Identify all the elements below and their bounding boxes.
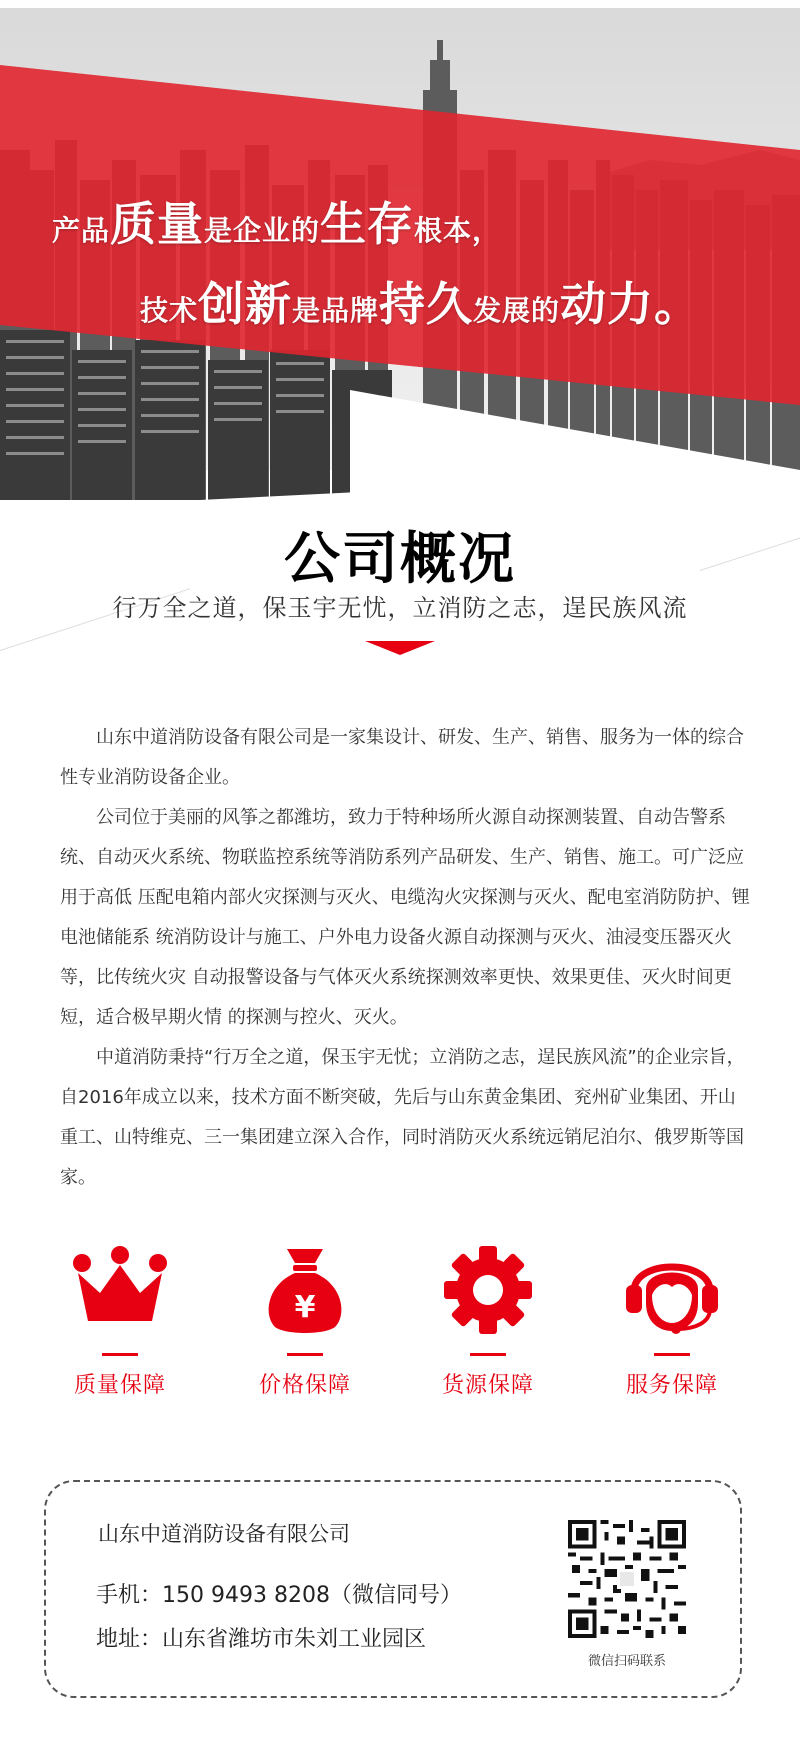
feature-divider: [102, 1353, 138, 1356]
city-skyline-illustration: [0, 0, 800, 520]
slogan-text: 创新: [198, 277, 293, 331]
company-motto: 行万全之道，保玉宇无忧，立消防之志，逞民族风流: [112, 594, 688, 622]
feature-divider: [287, 1353, 323, 1356]
feature-label: 价格保障: [258, 1373, 351, 1398]
feature-divider: [654, 1353, 690, 1356]
slogan-text: 技术: [140, 294, 199, 327]
svg-text:¥: ¥: [294, 1290, 316, 1325]
slogan-text: 是品牌: [292, 294, 380, 327]
slogan-text: 生存: [320, 197, 415, 251]
slogan-line-1: [52, 188, 501, 254]
company-address: 地址：山东省潍坊市朱刘工业园区: [96, 1627, 427, 1652]
feature-price: [225, 1245, 385, 1399]
wechat-qr-code[interactable]: [568, 1520, 686, 1638]
feature-service: [592, 1245, 752, 1399]
customer-service-icon: [622, 1245, 722, 1335]
intro-paragraph: 公司位于美丽的风筝之都潍坊，致力于特种场所火源自动探测装置、自动告警系统、自动灭火系统、物联监控系统等消防系列产品研发、生产、销售、施工。可广泛应用于高低 压配电箱内部火灾探测与灭火、电缆沟火灾探测与灭火、配电室消防防护、锂电池储能系 统消防设计与施工、户外电力设备火源自动探测与灭火、油浸变压器灭火等，比传统火灾 自动报警设备与气体灭火系统探测效率更快、效果更佳、灭火时间更短，适合极早期火情 的探测与控火、灭火。: [60, 807, 750, 1028]
slogan-text: 动力。: [560, 277, 702, 331]
intro-paragraph: 山东中道消防设备有限公司是一家集设计、研发、生产、销售、服务为一体的综合性专业消防设备企业。: [60, 727, 744, 788]
company-intro: [60, 718, 750, 1198]
feature-divider: [470, 1353, 506, 1356]
slogan-text: 发展的: [473, 294, 561, 327]
hero-banner: [0, 0, 800, 520]
slogan-text: 是企业的: [204, 214, 321, 247]
contact-card: [44, 1480, 742, 1698]
feature-quality: [40, 1245, 200, 1399]
qr-caption: 微信扫码联系: [587, 1654, 666, 1669]
guarantee-features: [0, 1245, 800, 1425]
slogan-text: 根本，: [414, 214, 502, 247]
feature-supply: [408, 1245, 568, 1399]
money-bag-icon: [257, 1245, 353, 1335]
slogan-text: 质量: [110, 197, 205, 251]
section-title: 公司概况: [284, 527, 516, 592]
gear-icon: [440, 1245, 536, 1335]
company-name: 山东中道消防设备有限公司: [98, 1522, 350, 1546]
feature-label: 货源保障: [441, 1373, 534, 1398]
phone-number[interactable]: 手机：150 9493 8208（微信同号）: [96, 1583, 462, 1608]
down-arrow-icon: [365, 641, 435, 655]
intro-paragraph: 中道消防秉持“行万全之道，保玉宇无忧；立消防之志，逞民族风流”的企业宗旨，自2016年成立以来，技术方面不断突破，先后与山东黄金集团、兖州矿业集团、开山重工、山特维克、三一集团建立深入合作，同时消防灭火系统远销尼泊尔、俄罗斯等国家。: [60, 1047, 745, 1188]
slogan-text: 产品: [52, 214, 111, 247]
slogan-text: 持久: [379, 277, 474, 331]
feature-label: 质量保障: [73, 1373, 166, 1398]
slogan-line-2: [140, 268, 701, 334]
feature-label: 服务保障: [625, 1373, 718, 1398]
crown-icon: [72, 1245, 168, 1325]
